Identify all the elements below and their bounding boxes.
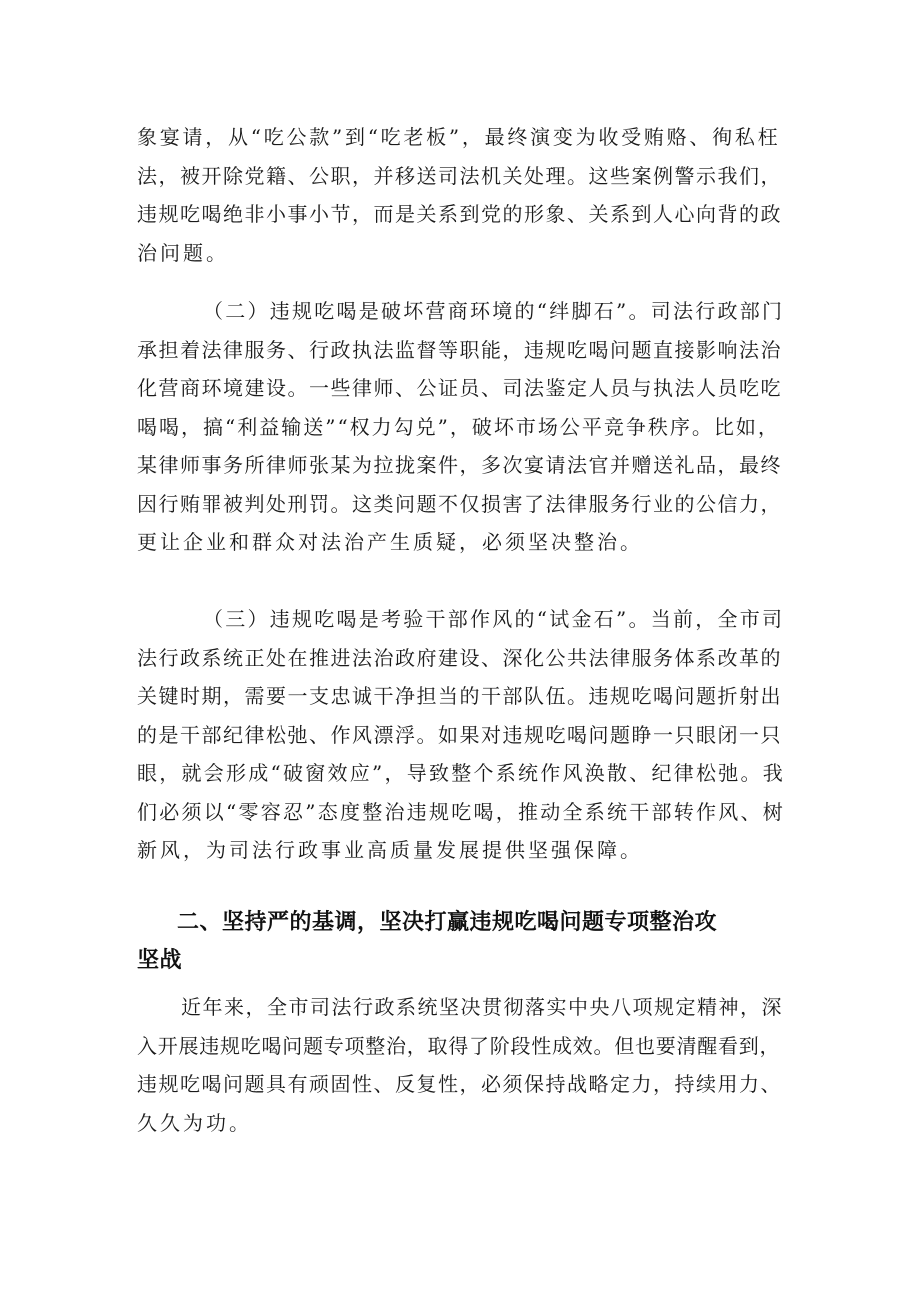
text-line: 象宴请，从“吃公款”到“吃老板”，最终演变为收受贿赂、徇私枉 [137, 125, 781, 149]
text-line: 法，被开除党籍、公职，并移送司法机关处理。这些案例警示我们， [137, 163, 782, 188]
text-line: 因行贿罪被判处刑罚。这类问题不仅损害了法律服务行业的公信力， [137, 491, 782, 516]
text-line: 承担着法律服务、行政执法监督等职能，违规吃喝问题直接影响法治 [137, 337, 782, 362]
text-line: 关键时期，需要一支忠诚干净担当的干部队伍。违规吃喝问题折射出 [137, 684, 782, 708]
text-line: 新风，为司法行政事业高质量发展提供坚强保障。 [137, 838, 643, 862]
text-line: 某律师事务所律师张某为拉拢案件，多次宴请法官并赠送礼品，最终 [137, 453, 782, 477]
text-line: 法行政系统正处在推进法治政府建设、深化公共法律服务体系改革的 [137, 645, 782, 670]
text-line: 违规吃喝问题具有顽固性、反复性，必须保持战略定力，持续用力、 [137, 1072, 782, 1096]
text-line: 治问题。 [137, 240, 229, 265]
text-line: 违规吃喝绝非小事小节，而是关系到党的形象、关系到人心向背的政 [137, 202, 782, 226]
text-line: 们必须以“零容忍”态度整治违规吃喝，推动全系统干部转作风、树 [137, 799, 785, 824]
text-line: 喝喝，搞“利益输送”“权力勾兑”，破坏市场公平竞争秩序。比如， [137, 414, 780, 439]
paragraph-continuation [137, 118, 787, 272]
paragraph-cadre-style [137, 600, 787, 870]
text-line: 化营商环境建设。一些律师、公证员、司法鉴定人员与执法人员吃吃 [137, 376, 782, 400]
text-line: 久久为功。 [137, 1110, 252, 1135]
text-line: 眼，就会形成“破窗效应”，导致整个系统作风涣散、纪律松弛。我 [137, 761, 785, 785]
heading-line: 二、坚持严的基调，坚决打赢违规吃喝问题专项整治攻 [177, 910, 718, 935]
text-line: 的是干部纪律松弛、作风漂浮。如果对违规吃喝问题睁一只眼闭一只 [137, 722, 782, 747]
text-line: 近年来，全市司法行政系统坚决贯彻落实中央八项规定精神，深 [181, 995, 783, 1019]
text-line: 入开展违规吃喝问题专项整治，取得了阶段性成效。但也要清醒看到， [137, 1033, 781, 1058]
text-line: 更让企业和群众对法治产生质疑，必须坚决整治。 [137, 530, 643, 554]
paragraph-recent-years [137, 988, 787, 1142]
paragraph-business-environment [137, 292, 787, 562]
text-line: （三）违规吃喝是考验干部作风的“试金石”。当前，全市司 [203, 607, 785, 631]
heading-line: 坚战 [137, 948, 183, 973]
section-heading [137, 904, 797, 980]
text-line: （二）违规吃喝是破坏营商环境的“绊脚石”。司法行政部门 [203, 299, 785, 323]
